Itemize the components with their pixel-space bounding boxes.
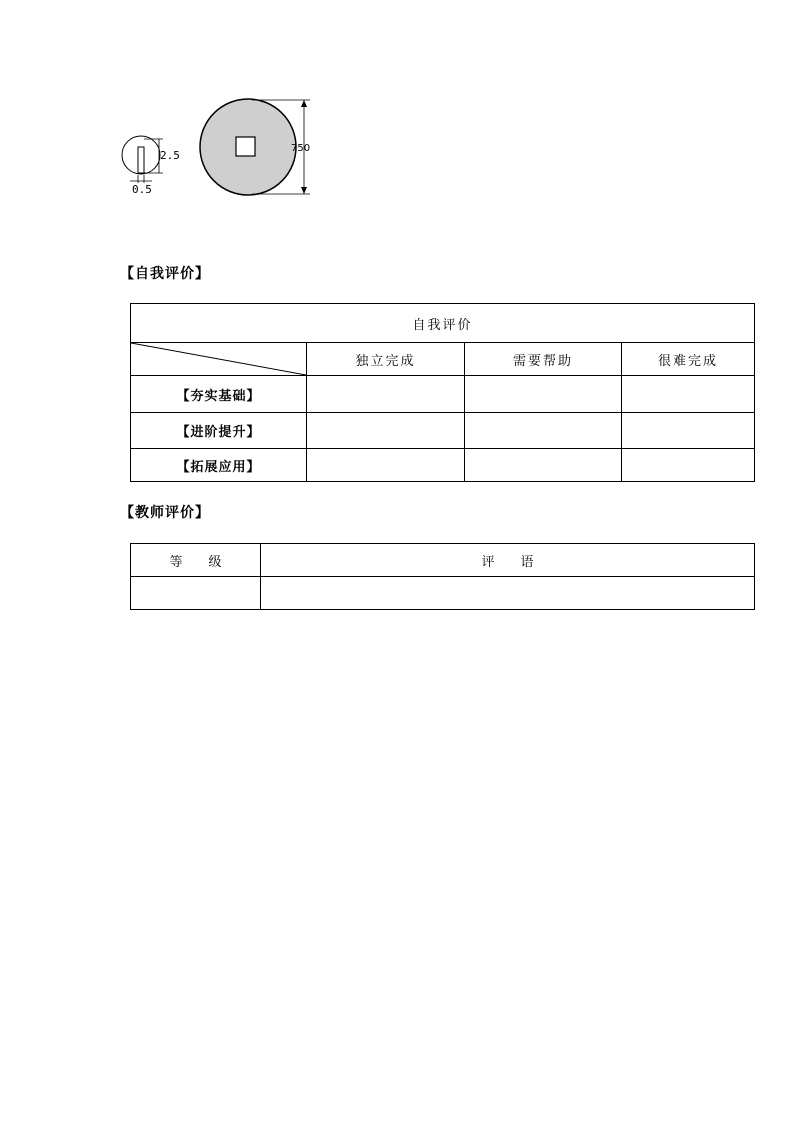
small-slot	[138, 147, 144, 173]
small-height-label: 2.5	[160, 149, 180, 162]
grade-cell[interactable]	[131, 577, 261, 610]
cell-advanced-independent[interactable]	[307, 413, 465, 449]
cell-basic-independent[interactable]	[307, 376, 465, 413]
row-label-basic: 【夯实基础】	[131, 376, 307, 413]
self-eval-table-title: 自我评价	[131, 304, 755, 343]
teacher-eval-table	[130, 543, 755, 610]
comment-cell[interactable]	[261, 577, 755, 610]
self-eval-heading: 【自我评价】	[120, 266, 210, 282]
column-need-help: 需要帮助	[465, 343, 622, 376]
diagonal-line	[131, 343, 306, 375]
teacher-eval-heading: 【教师评价】	[120, 505, 210, 521]
column-difficult: 很难完成	[622, 343, 755, 376]
diagonal-header-cell	[131, 343, 307, 376]
grade-header: 等 级	[131, 544, 261, 577]
cell-extension-need-help[interactable]	[465, 449, 622, 482]
row-label-extension: 【拓展应用】	[131, 449, 307, 482]
cell-extension-independent[interactable]	[307, 449, 465, 482]
comment-header: 评 语	[261, 544, 755, 577]
cell-advanced-difficult[interactable]	[622, 413, 755, 449]
column-independent: 独立完成	[307, 343, 465, 376]
square-hole	[236, 137, 255, 156]
coin-diagram	[118, 95, 328, 200]
row-label-advanced: 【进阶提升】	[131, 413, 307, 449]
small-width-label: 0.5	[132, 183, 152, 196]
cell-basic-need-help[interactable]	[465, 376, 622, 413]
cell-basic-difficult[interactable]	[622, 376, 755, 413]
cell-extension-difficult[interactable]	[622, 449, 755, 482]
self-eval-table	[130, 303, 755, 482]
cell-advanced-need-help[interactable]	[465, 413, 622, 449]
diameter-label: 750	[291, 143, 311, 154]
